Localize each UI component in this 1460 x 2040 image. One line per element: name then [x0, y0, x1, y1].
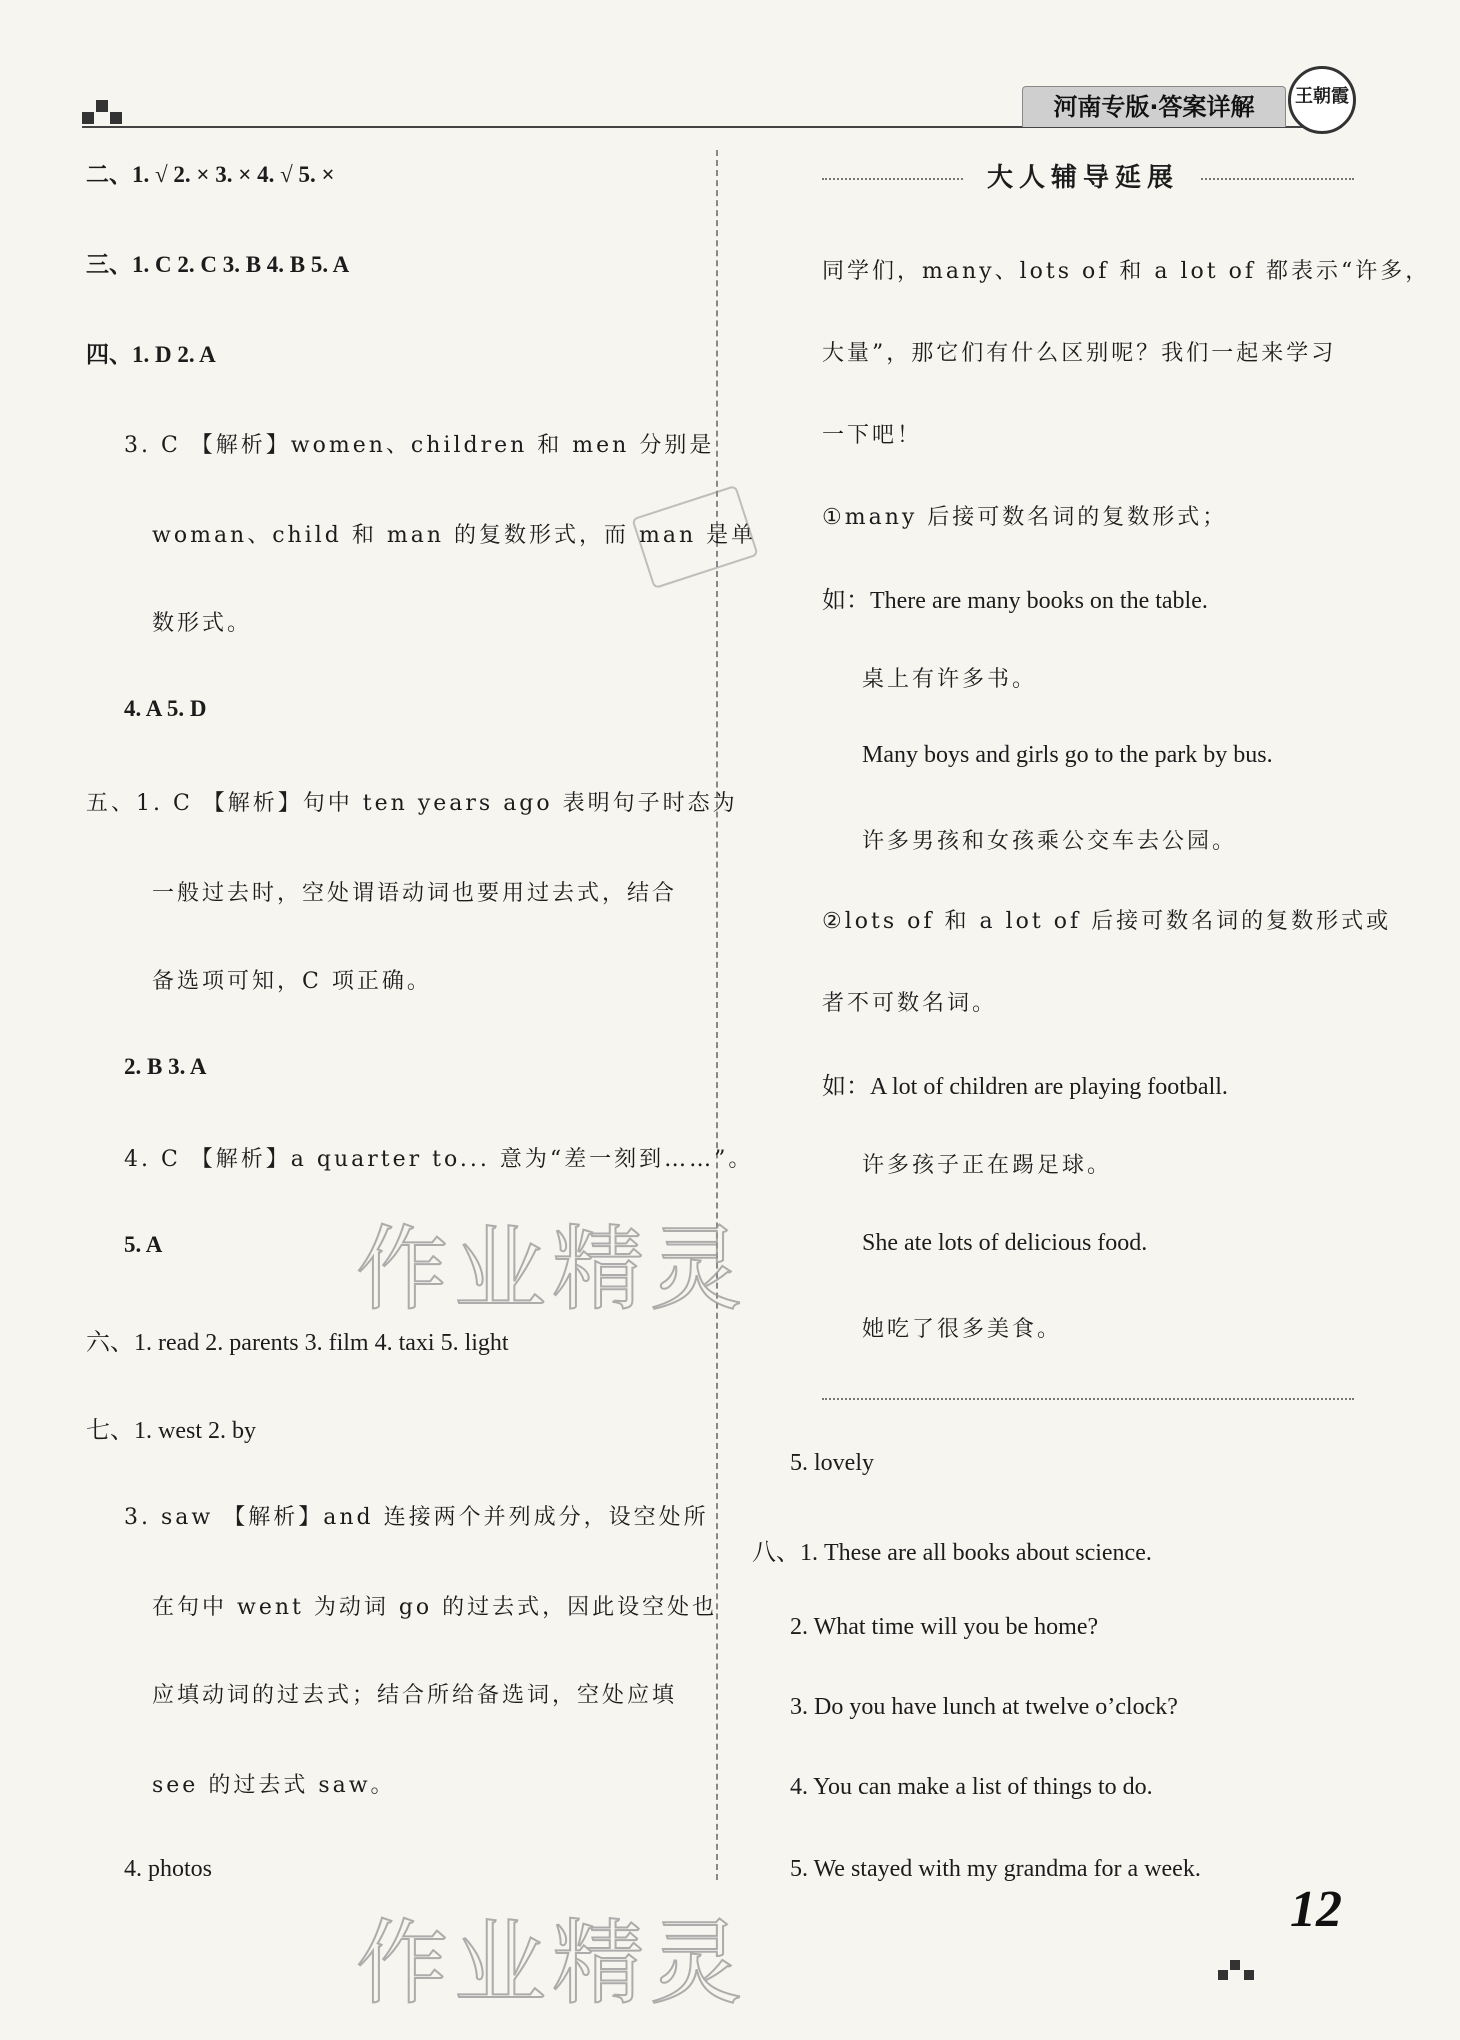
watermark-stamp — [631, 485, 758, 589]
answer-8-1: 八、1. These are all books about science. — [752, 1540, 1152, 1566]
answer-7-3-line3: 应填动词的过去式；结合所给备选词，空处应填 — [152, 1683, 678, 1708]
example-3: 如：A lot of children are playing football. — [822, 1074, 1228, 1100]
answer-7-5: 5. lovely — [790, 1450, 874, 1476]
answer-section-3: 三、1. C 2. C 3. B 4. B 5. A — [86, 252, 350, 277]
example-4: She ate lots of delicious food. — [862, 1230, 1148, 1256]
tip-paragraph-line3: 一下吧！ — [822, 423, 923, 448]
example-2: Many boys and girls go to the park by bus. — [862, 742, 1273, 768]
answer-4-3-line3: 数形式。 — [152, 611, 253, 636]
answer-section-4: 四、1. D 2. A — [86, 342, 216, 367]
answer-4-4-5: 4. A 5. D — [124, 696, 207, 721]
answer-5-5: 5. A — [124, 1232, 163, 1257]
answer-8-5: 5. We stayed with my grandma for a week. — [790, 1856, 1201, 1882]
example-4-translation: 她吃了很多美食。 — [862, 1317, 1063, 1342]
answer-5-2-3: 2. B 3. A — [124, 1054, 207, 1079]
page-number: 12 — [1290, 1881, 1342, 1938]
example-2-translation: 许多男孩和女孩乘公交车去公园。 — [862, 829, 1238, 854]
tip-paragraph-line2: 大量”，那它们有什么区别呢？我们一起来学习 — [822, 341, 1337, 366]
watermark-middle: 作业精灵 — [356, 1216, 749, 1323]
tip-paragraph-line1: 同学们，many、lots of 和 a lot of 都表示“许多， — [822, 259, 1431, 284]
answer-5-1-line1: 五、1. C 【解析】句中 ten years ago 表明句子时态为 — [86, 791, 738, 816]
rule-lots-of-line1: ②lots of 和 a lot of 后接可数名词的复数形式或 — [822, 909, 1392, 934]
answer-5-1-line2: 一般过去时，空处谓语动词也要用过去式，结合 — [152, 881, 678, 906]
answer-8-3: 3. Do you have lunch at twelve o’clock? — [790, 1694, 1178, 1720]
section-end-rule — [822, 1398, 1354, 1400]
answer-7-3-line2: 在句中 went 为动词 go 的过去式，因此设空处也 — [152, 1595, 718, 1620]
answer-5-4: 4. C 【解析】a quarter to... 意为“差一刻到……”。 — [124, 1147, 754, 1172]
answer-4-3-line1: 3. C 【解析】women、children 和 men 分别是 — [124, 433, 715, 458]
answer-8-4: 4. You can make a list of things to do. — [790, 1774, 1153, 1800]
section-title: 大人辅导延展 — [965, 156, 1201, 200]
rule-lots-of-line2: 者不可数名词。 — [822, 991, 998, 1016]
answer-section-7: 七、1. west 2. by — [86, 1418, 256, 1444]
answer-section-2: 二、1. √ 2. × 3. × 4. √ 5. × — [86, 162, 335, 187]
rule-many: ①many 后接可数名词的复数形式； — [822, 505, 1228, 530]
publisher-logo: 王朝霞 — [1288, 66, 1356, 134]
answer-4-3-line2: woman、child 和 man 的复数形式，而 man 是单 — [152, 523, 757, 548]
answer-7-3-line1: 3. saw 【解析】and 连接两个并列成分，设空处所 — [124, 1505, 709, 1530]
example-1-translation: 桌上有许多书。 — [862, 667, 1038, 692]
answer-5-1-line3: 备选项可知，C 项正确。 — [152, 969, 432, 994]
answer-7-4: 4. photos — [124, 1856, 213, 1882]
answer-8-2: 2. What time will you be home? — [790, 1614, 1099, 1640]
watermark-bottom: 作业精灵 — [356, 1910, 749, 2017]
answer-7-3-line4: see 的过去式 saw。 — [152, 1773, 396, 1798]
example-1: 如：There are many books on the table. — [822, 588, 1208, 614]
header-title: 河南专版·答案详解 — [1022, 86, 1286, 127]
example-3-translation: 许多孩子正在踢足球。 — [862, 1153, 1113, 1178]
answer-section-6: 六、1. read 2. parents 3. film 4. taxi 5. light — [86, 1330, 509, 1356]
